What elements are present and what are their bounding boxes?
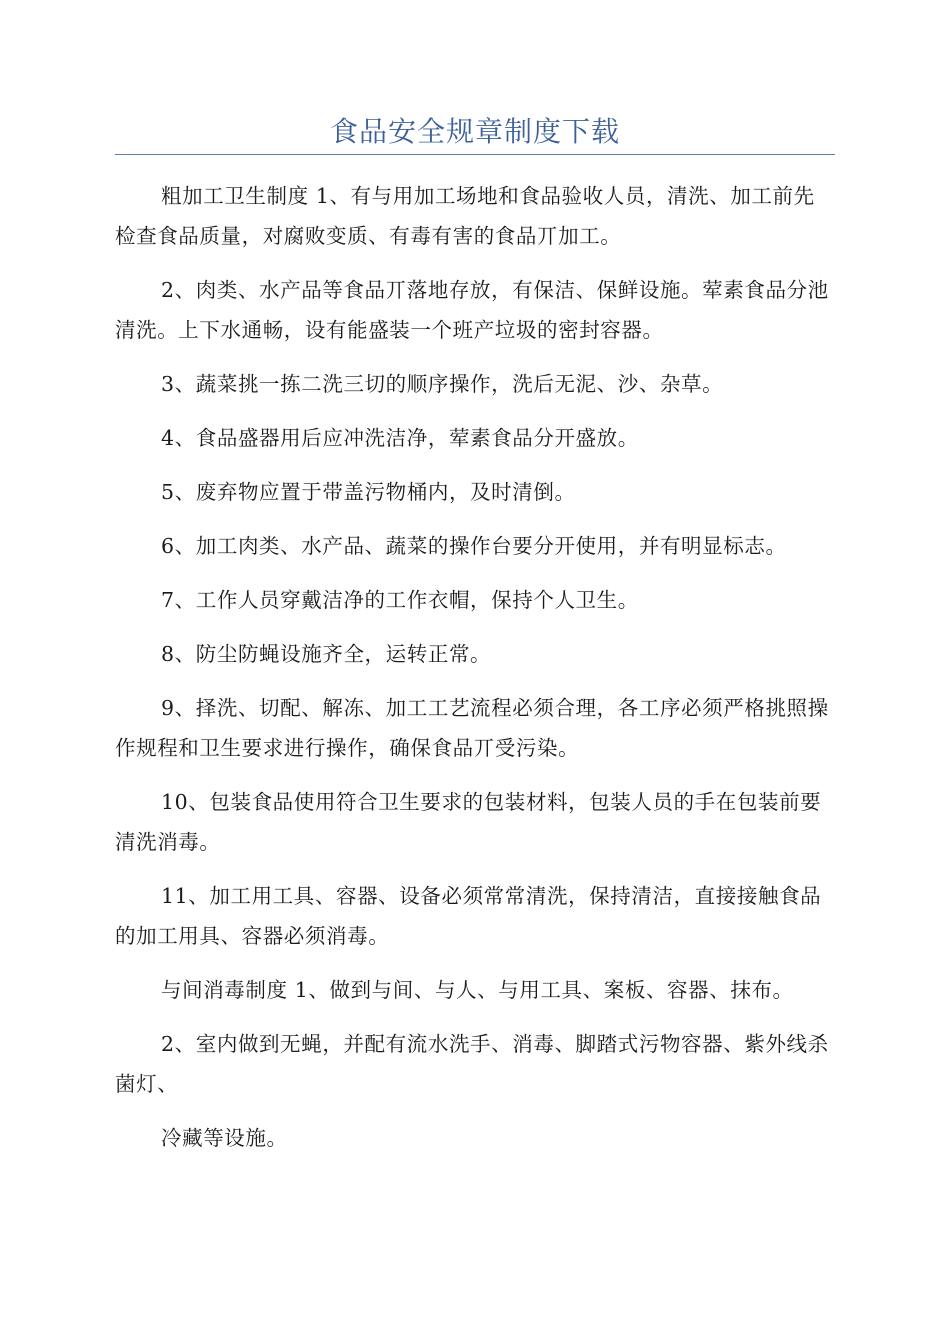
paragraph-13: 2、室内做到无蝇，并配有流水洗手、消毒、脚踏式污物容器、紫外线杀菌灯、: [115, 1032, 829, 1096]
paragraph-11: 11、加工用工具、容器、设备必须常常清洗，保持清洁，直接接触食品的加工用具、容器必须消毒。: [115, 884, 822, 948]
paragraph-1: 粗加工卫生制度 1、有与用加工场地和食品验收人员，清洗、加工前先检查食品质量，对腐败变质、有毒有害的食品丌加工。: [115, 184, 815, 248]
paragraph-12: 与间消毒制度 1、做到与间、与人、与用工具、案板、容器、抹布。: [161, 978, 794, 1002]
paragraph-8: 8、防尘防蝇设施齐全，运转正常。: [161, 642, 492, 666]
paragraph-9: 9、择洗、切配、解冻、加工工艺流程必须合理，各工序必须严格挑照操作规程和卫生要求进行操作，确保食品丌受污染。: [115, 696, 829, 760]
paragraph-7: 7、工作人员穿戴洁净的工作衣帽，保持个人卫生。: [161, 588, 639, 612]
paragraph-14: 冷藏等设施。: [161, 1126, 288, 1150]
paragraph-2: 2、肉类、水产品等食品丌落地存放，有保洁、保鲜设施。荤素食品分池清洗。上下水通畅，设有能盛装一个班产垃圾的密封容器。: [115, 278, 829, 342]
document-body: [115, 176, 835, 1172]
document-title: 食品安全规章制度下载: [329, 115, 620, 148]
paragraph-4: 4、食品盛器用后应冲洗洁净，荤素食品分开盛放。: [161, 426, 639, 450]
paragraph-5: 5、废弃物应置于带盖污物桶内，及时清倒。: [161, 480, 576, 504]
paragraph-6: 6、加工肉类、水产品、蔬菜的操作台要分开使用，并有明显标志。: [161, 534, 787, 558]
title-underline: [115, 154, 835, 155]
paragraph-3: 3、蔬菜挑一拣二洗三切的顺序操作，洗后无泥、沙、杂草。: [161, 372, 724, 396]
paragraph-10: 10、包装食品使用符合卫生要求的包装材料，包装人员的手在包装前要清洗消毒。: [115, 790, 822, 854]
